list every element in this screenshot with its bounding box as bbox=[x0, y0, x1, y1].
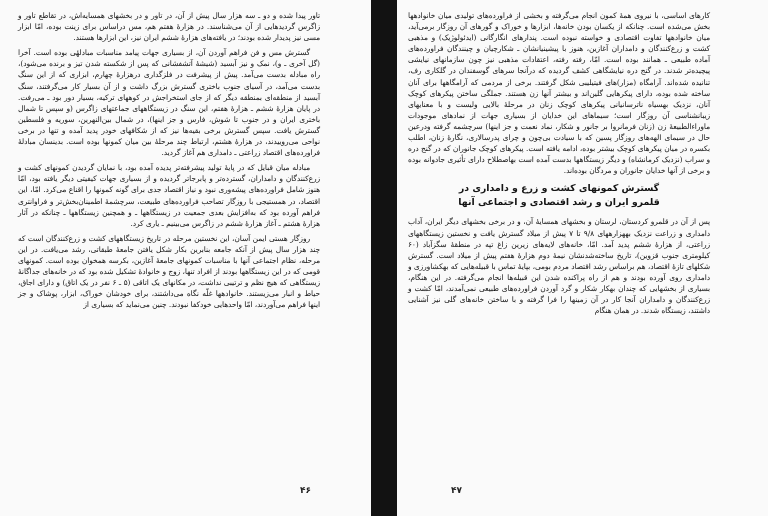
paragraph: پس از آن در قلمرو کردستان، لرستان و بخشهای همسایهٔ آن، و در برخی بخشهای دیگر ایران، آداب دامداری و زراعت نزدیک بههزارههای ۹/۸ تا ۷ پیش از میلاد گسترش یافت و نخستین زیستگاههای زراعتی، از هزارهٔ ششم پدید آمد. امّا، خانه‌های لایه‌های زیرین زاغ تپه در منطقهٔ سگزآباد (۶۰ کیلومتری جنوب قزوین)، تاریخ ساخته‌شدنشان نیمهٔ دوم هزارهٔ هفتم پیش از میلاد است. گسترش شکلهای تازهٔ اقتصاد، هم براساس رشد اقتصاد مردم بومی، بپایهٔ تماس با قبیله‌هایی که بهکشاورزی و دامداری روی آورده بودند و هم از راه پراکنده شدن این قبیله‌ها انجام می‌گرفته. در این هنگام، بسیاری از بخشهایی که چندان بهکار شکار و گرد آوردن فراورده‌های طبیعی نمی‌آمدند، امّا کشت و زرع‌کنندگان و دامداران آنجا کار در آن زمینها را فرا گرفته و با ساختن خانه‌های گلی نیز آشنایی داشتند، زیستگاه شدند. در همان هنگام bbox=[408, 217, 711, 316]
book-gutter bbox=[371, 0, 397, 516]
paragraph: روزگار هستی ایمن آسان، این نخستین مرحله در تاریخ زیستگاههای کشت و زرع‌کنندگان است که چند هزار سال پیش از آنکه جامعه بنابرین بکار شکل یافتن جامعهٔ طبقاتی، رشد می‌یافت. در این مرحله، نظام اجتماعی آنها با مناسبات کمونهای جامعهٔ آغازین، بکرسه همخوان بوده است. کمونهای قومی که در این زیستگاهها بودند از افراد تنها، زوج و خانوادهٔ تشکیل شده بود که در خانه‌های جداگانهٔ زیستگاهی که هیچ نظم و ترتیبی نداشت، در مکانهای یک اتاقی (۵ ـ ۶ نفر در یک اتاق) و دارای اجاق، حیاط و انبار می‌زیستند. خانوادهها غلّه نگاه می‌داشتند، برای خودشان خوراک، ابزار، پوشاک و جز اینها فراهم می‌آوردند، امّا واحدهایی خودکفا نبودند. چنین می‌نماید که بسیاری از bbox=[18, 233, 320, 310]
page-number: ۴۷ bbox=[451, 486, 462, 496]
section-heading-line: قلمرو ایران و رشد اقتصادی و اجتماعی آنها bbox=[458, 197, 660, 209]
section-heading-line: گسترش کمونهای کشت و زرع و دامداری در bbox=[458, 183, 660, 195]
paragraph: کارهای اساسی، با نیروی همهٔ کمون انجام می‌گرفته و بخشی از فراورده‌های تولیدی میان خانوادهها بخش می‌شده است. چنانکه از یکسان بودن خانه‌ها، ابزارها و خوراک و گورهای آن روزگار برمی‌آید، میان خانوادهها تفاوت اقتصادی و خواسته نبوده است. پندارهای انگارگانی (ایدئولوژیک) و مذهبی کشت و زرع‌کنندگان و دامداران آغازین، هنوز با پیشینیانشان ـ شکارچیان و چینندگان فراورده‌های آماده طبیعی ـ همانند بوده است. امّا، رفته رفته، اعتقادات مذهبی نیز چون سازمانهای نیایشی پیچیده‌تر شدند. در گنج دره نیایشگاهی کشف گردیده که درآنجا سرهای گوسفندان در گلکاری رف، تنانیده شده‌اند. آرامگاه (مزار)های فیتیلیبی شکل گرفتند. برخی از مردمی که آرامگاهها برای آنان ساخته شده بوده، دارای پیکرهایی گلین‌اند و بیشتر آنها زن هستند. جملگی ساختن پیکرهای کوچک آنان، نزدیک بهسیاه ناترسانیانی پیکرهای کوچک زنان در مرحلهٔ بالایی ولیست و با معنایهای زیبانشناسی آن روزگار است؛ سیماهای این خدایان از بسیاری جهات از نمادهای موجودات ماوراءالطبیعهٔ زن (زنان فرمانروا بر جانور و شکار، نماد نعمت و جز اینها) سرچشمه گرفته ودرعین حال در سیمای الهه‌های روزگار پسین که با سیادت بی‌چون و چرای پدرسالاری، نگارهٔ زنان، اطلب بکسره در میان پیکرهای کوچک بیشتر بوده، ادامه یافته است. پیکرهای کوچک جانوران که در گنج دره و سراب (نزدیک کرمانشاه) و دیگر زیستگاهها بدست آمده است بهاصطلاح دارای تأثیری جادوانه بوده و برخی از آنها خدایان جانوران و مردگان بوده‌اند. bbox=[408, 11, 710, 176]
right-page-text bbox=[408, 10, 710, 316]
left-page-text bbox=[18, 10, 320, 310]
paragraph: گسترش مس و فن فراهم آوردن آن، از بسیاری جهات پیامد مناسبات مبادلهٔی بوده است. آخرا (گل آخری ـ و)، نمک و نیز آبسید (شیشهٔ آتشفشانی که پس از شکسته شدن تیز و برنده می‌شود)، راه مبادله بدست می‌آمد. پیش از پیشرفت در فلزگداری درهزارهٔ چهارم، ابزاری که از این سنگ بدست می‌آمد، در آسیای جنوب باختری گسترش بزرگ داشت و از آن بسیار کار می‌گرفتند، سنگ آبسید از منطقه‌ای بمنطقه دیگر که از جای استخراجش در کوههای ترکیه، بسیار دور بود ـ می‌رفت. در پایان هزارهٔ ششم ـ هزارهٔ هفتم، این سنگ در زیستگاههای جماعتهای زاگرس (و سپس تا شمال باختری ایران و در جنوب تا شوش، فارس و جز اینها)، در شمال بین‌النهرین، سوریه و فلسطین گسترش یافت. سپس گسترش برخی بقیه‌ها نیز که از شکافهای خودر پدید آمده و تنها در برخی نواحی می‌روییدند، در هزارهٔ هشتم، ارتباط چند مرحلهٔ بین میان کمونها بوده است. بدینسان مبادلهٔ فراورده‌های اقتصاد زراعتی ـ دامداری هم آغاز گردید. bbox=[18, 48, 320, 158]
paragraph: تاور پیدا شده و دو ـ سه هزار سال پیش از آن، در تاور و در بخشهای همسایه‌اش، در تقاطع تاور و زاگرس گردیدهایی از آن می‌شناسند. در هزارهٔ هفتم هم، مس دراساس برای زینت بوده، امّا ابزار مسی نیز پدیدار شده بودند؛ در یافته‌های هزارهٔ ششم ایران نیز، این ابزارها هستند. bbox=[18, 11, 320, 43]
right-page bbox=[384, 0, 768, 516]
paragraph: مبادله میان قبایل که در پایهٔ تولید پیشرفته‌تر پدیده آمده بود، با نمایان گردیدن کمونهای کشت و زرع‌کنندگان و دامداران، گسترده‌تر و پابرجاتر گردیده و از بسیاری جهات کیفیتی دیگر یافته بود، امّا هنوز شامل فراورده‌های پیشه‌وری نبود و نیاز اقتصاد جدی برای گونه کمونها را اقناع می‌کرد. امّا، این اقتصاد، در همستیجی با روزگار تصاحب فراورده‌های طبیعت، سرچشمهٔ اطمینان‌بخش‌تر و فراوانتری فراهم آورده بود که به‌افزایش بعدی جمعیت در زیستگاهها ـ و همچنین زیستگاهها ـ چنانکه در آثار هزارهٔ هشتم ـ آغاز هزارهٔ ششم در زاگرس می‌بینیم ـ یاری کرد. bbox=[18, 163, 320, 228]
section-heading bbox=[408, 182, 710, 210]
page-number: ۴۶ bbox=[300, 486, 311, 496]
